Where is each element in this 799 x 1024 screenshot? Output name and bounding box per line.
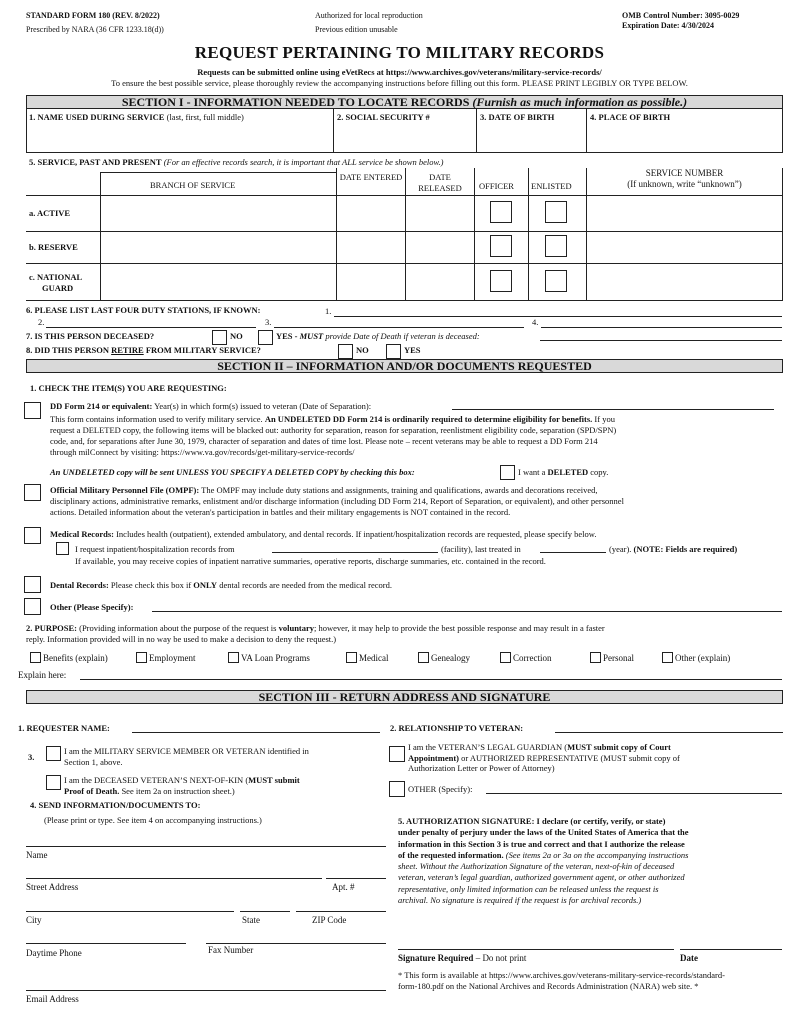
dd214-line5: through milConnect by visiting: https://www.va.gov/records/get-military-service-records/ [50, 447, 355, 457]
section-1-header: SECTION I - INFORMATION NEEDED TO LOCATE RECORDS (Furnish as much information as possible.) [26, 95, 783, 109]
year-field[interactable] [540, 552, 606, 553]
ompf-line1: Official Military Personnel File (OMPF): The OMPF may include duty stations and assignments, training and qualifications, awards and decorations received, [50, 485, 598, 495]
section-3-header: SECTION III - RETURN ADDRESS AND SIGNATURE [26, 690, 783, 704]
ompf-line3: actions. Detailed information about the veteran's participation in battles and their military engagements is NOT contained in the record. [50, 507, 511, 517]
retire-label: 8. DID THIS PERSON RETIRE FROM MILITARY SERVICE? [26, 345, 261, 355]
relationship-label: 2. RELATIONSHIP TO VETERAN: [390, 723, 524, 733]
state-field[interactable] [240, 911, 290, 912]
previous-edition-note: Previous edition unusable [315, 25, 398, 34]
form-header [0, 0, 799, 40]
pob-label: 4. PLACE OF BIRTH [590, 112, 671, 122]
online-note: Requests can be submitted online using eVetRecs at https://www.archives.gov/veterans/military-service-records/ [197, 67, 602, 77]
zip-field[interactable] [296, 911, 386, 912]
apt-field[interactable] [326, 878, 386, 879]
inpatient-checkbox[interactable] [56, 542, 69, 555]
dd214-line4: code, and, for separations after June 30, 1979, character of separation and dates of time lost. Please note – recent veterans may be able to request a DD Form 214 [50, 436, 598, 446]
street-field[interactable] [26, 878, 322, 879]
authorization-text: 5. AUTHORIZATION SIGNATURE: I declare (or certify, verify, or state) under penalty of perjury under the laws of the United States of America that the information in this Section 3 is true and correct and that I authorize the release of the requested information. (See items 2a or 3a on the accompanying instructions sheet. Without the Authorization Signature of the veteran, next-of-kin of deceased veteran, veteran’s legal guardian, authorized government agent, or other authorized representative, only limited information can be released unless the request is archival. No signature is required if the request is for archival records.) [398, 816, 689, 906]
requester-name-field[interactable] [132, 732, 380, 733]
dental-checkbox[interactable] [24, 576, 41, 593]
purpose-line1: 2. PURPOSE: (Providing information about the purpose of the request is voluntary; however, it may help to provide the best possible response and may result in a faster [26, 623, 605, 633]
explain-label: Explain here: [18, 670, 67, 680]
phone-field[interactable] [26, 943, 186, 944]
state-label: State [242, 915, 260, 925]
name-during-service-label: 1. NAME USED DURING SERVICE (last, first, full middle) [29, 112, 244, 122]
form-id: STANDARD FORM 180 (REV. 8/2022) [26, 11, 160, 20]
purpose-other[interactable]: Other (explain) [662, 652, 730, 664]
deleted-copy-label: I want a DELETED copy. [518, 467, 609, 477]
ssn-field[interactable] [336, 124, 474, 150]
dd214-line3: request a DELETED copy, the following items will be blacked out: authority for separation, reason for separation, reenlistment eligibility code, separation (SPD/SPN) [50, 425, 617, 435]
other-relationship-field[interactable] [486, 793, 782, 794]
fax-field[interactable] [206, 943, 386, 944]
send-to-note: (Please print or type. See item 4 on accompanying instructions.) [44, 815, 262, 825]
reserve-label: b. RESERVE [29, 242, 78, 252]
guard-label: GUARD [42, 283, 74, 293]
guardian-option: I am the VETERAN’S LEGAL GUARDIAN (MUST submit copy of Court Appointment) or AUTHORIZED REPRESENTATIVE (MUST submit copy of Authorization Letter or Power of Attorney) [408, 742, 680, 774]
deceased-no-label: NO [230, 331, 243, 341]
undeleted-note: An UNDELETED copy will be sent UNLESS YOU SPECIFY A DELETED COPY by checking this box: [50, 467, 415, 477]
ompf-checkbox[interactable] [24, 484, 41, 501]
name-during-service-field[interactable] [30, 124, 330, 150]
retire-no-checkbox[interactable] [338, 344, 353, 359]
purpose-va-loan[interactable]: VA Loan Programs [228, 652, 310, 664]
ompf-line2: disciplinary actions, administrative remarks, enlistment and/or discharge information (including DD Form 214, Report of Separation, or equivalent), and other personnel [50, 496, 624, 506]
retire-yes-label: YES [404, 345, 421, 355]
medical-note: If available, you may receive copies of inpatient narrative summaries, operative reports, discharge summaries, etc. contained in the record. [75, 556, 546, 566]
fax-label: Fax Number [208, 945, 254, 955]
purpose-employment[interactable]: Employment [136, 652, 196, 664]
signature-date-field[interactable] [680, 949, 782, 950]
date-entered-header: DATE ENTERED [339, 172, 403, 182]
section-2-header: SECTION II – INFORMATION AND/OR DOCUMENTS REQUESTED [26, 359, 783, 373]
form-title: REQUEST PERTAINING TO MILITARY RECORDS [194, 43, 605, 62]
dd214-checkbox[interactable] [24, 402, 41, 419]
omb-number: OMB Control Number: 3095-0029 [622, 11, 740, 20]
purpose-line2: reply. Information provided will in no way be used to make a decision to deny the request.) [26, 634, 337, 644]
other-label: Other (Please Specify): [50, 602, 134, 612]
guard-officer-checkbox[interactable] [490, 270, 512, 292]
dental-label: Dental Records: Please check this box if ONLY dental records are needed from the medical record. [50, 580, 392, 590]
header-left [26, 11, 164, 35]
duty-stations-label: 6. PLEASE LIST LAST FOUR DUTY STATIONS, IF KNOWN: [26, 305, 261, 315]
veteran-option: I am the MILITARY SERVICE MEMBER OR VETERAN identified in Section 1, above. [64, 746, 309, 767]
other-relationship-label: OTHER (Specify): [408, 784, 473, 794]
service-number-header: SERVICE NUMBER (If unknown, write “unknown”) [627, 168, 742, 190]
deceased-no-checkbox[interactable] [212, 330, 227, 345]
other-checkbox[interactable] [24, 598, 41, 615]
dob-field[interactable] [479, 124, 584, 150]
duty-station-2-field[interactable] [46, 327, 256, 328]
signature-field[interactable] [398, 949, 674, 950]
relationship-field[interactable] [555, 732, 783, 733]
header-right [622, 11, 739, 31]
zip-label: ZIP Code [312, 915, 347, 925]
authorized-note: Authorized for local reproduction [315, 11, 423, 20]
dd214-year-field[interactable] [452, 409, 774, 410]
purpose-benefits[interactable]: Benefits (explain) [30, 652, 108, 664]
item-3-num: 3. [28, 752, 35, 762]
other-relationship-checkbox[interactable] [389, 781, 405, 797]
other-specify-field[interactable] [152, 611, 782, 612]
guardian-checkbox[interactable] [389, 746, 405, 762]
medical-line1: Medical Records: Includes health (outpatient), extended ambulatory, and dental records. If inpatient/hospitalization records are requested, please specify below. [50, 529, 597, 539]
active-label: a. ACTIVE [29, 208, 71, 218]
email-label: Email Address [26, 994, 79, 1004]
last-treated-label: (facility), last treated in [441, 544, 521, 554]
branch-header: BRANCH OF SERVICE [150, 180, 236, 190]
date-of-death-field[interactable] [540, 340, 782, 341]
purpose-medical[interactable]: Medical [346, 652, 389, 664]
duty-station-4-field[interactable] [541, 327, 782, 328]
pob-field[interactable] [589, 124, 779, 150]
mail-name-field[interactable] [26, 846, 386, 847]
signature-label: Signature Required – Do not print [398, 953, 527, 963]
instructions-note: To ensure the best possible service, please thoroughly review the accompanying instructions before filling out this form. PLEASE PRINT LEGIBLY OR TYPE BELOW. [111, 78, 688, 88]
dob-label: 3. DATE OF BIRTH [480, 112, 555, 122]
street-label: Street Address [26, 882, 79, 892]
duty-station-2-num: 2. [38, 317, 45, 327]
dd214-line2: This form contains information used to verify military service. An UNDELETED DD Form 214 is ordinarily required to determine eligibility for benefits. If you [50, 414, 615, 424]
active-enlisted-checkbox[interactable] [545, 201, 567, 223]
phone-label: Daytime Phone [26, 948, 82, 958]
deleted-copy-checkbox[interactable] [500, 465, 515, 480]
duty-station-3-field[interactable] [274, 327, 524, 328]
header-center [315, 11, 423, 35]
reserve-officer-checkbox[interactable] [490, 235, 512, 257]
city-label: City [26, 915, 42, 925]
year-label: (year). (NOTE: Fields are required) [609, 544, 738, 554]
facility-field[interactable] [272, 552, 438, 553]
purpose-genealogy[interactable]: Genealogy [418, 652, 470, 664]
expiration-date: Expiration Date: 4/30/2024 [622, 21, 714, 30]
deceased-yes-label: YES - MUST provide Date of Death if veteran is deceased: [276, 331, 480, 341]
reserve-enlisted-checkbox[interactable] [545, 235, 567, 257]
inpatient-label: I request inpatient/hospitalization records from [75, 544, 235, 554]
duty-station-1-num: 1. [325, 306, 332, 316]
duty-station-3-num: 3. [265, 317, 272, 327]
date-label: Date [680, 953, 698, 963]
retire-yes-checkbox[interactable] [386, 344, 401, 359]
deceased-label: 7. IS THIS PERSON DECEASED? [26, 331, 155, 341]
send-to-label: 4. SEND INFORMATION/DOCUMENTS TO: [30, 800, 201, 810]
date-released-header: DATE RELEASED [418, 172, 462, 193]
next-of-kin-checkbox[interactable] [46, 775, 61, 790]
prescribed-by: Prescribed by NARA (36 CFR 1233.18(d)) [26, 25, 164, 34]
guard-enlisted-checkbox[interactable] [545, 270, 567, 292]
requester-name-label: 1. REQUESTER NAME: [18, 723, 110, 733]
retire-no-label: NO [356, 345, 369, 355]
mail-name-label: Name [26, 850, 48, 860]
email-field[interactable] [26, 990, 386, 991]
enlisted-header: ENLISTED [531, 181, 572, 191]
ssn-label: 2. SOCIAL SECURITY # [337, 112, 430, 122]
check-items-label: 1. CHECK THE ITEM(S) YOU ARE REQUESTING: [30, 383, 227, 393]
national-label: c. NATIONAL [29, 272, 83, 282]
next-of-kin-option: I am the DECEASED VETERAN’S NEXT-OF-KIN (MUST submit Proof of Death. See item 2a on instruction sheet.) [64, 775, 300, 796]
deceased-yes-checkbox[interactable] [258, 330, 273, 345]
officer-header: OFFICER [479, 181, 514, 191]
duty-station-1-field[interactable] [334, 316, 782, 317]
duty-station-4-num: 4. [532, 317, 539, 327]
service-label: 5. SERVICE, PAST AND PRESENT (For an effective records search, it is important that ALL service be shown below.) [29, 157, 444, 167]
explain-field[interactable] [80, 679, 782, 680]
city-field[interactable] [26, 911, 234, 912]
medical-checkbox[interactable] [24, 527, 41, 544]
purpose-personal[interactable]: Personal [590, 652, 634, 664]
apt-label: Apt. # [332, 882, 355, 892]
veteran-checkbox[interactable] [46, 746, 61, 761]
dd214-title: DD Form 214 or equivalent: Year(s) in which form(s) issued to veteran (Date of Separation): [50, 401, 372, 411]
purpose-correction[interactable]: Correction [500, 652, 552, 664]
active-officer-checkbox[interactable] [490, 201, 512, 223]
footer-note: * This form is available at https://www.archives.gov/veterans-military-service-records/standard- form-180.pdf on the National Archives and Records Administration (NARA) web site. * [398, 970, 725, 991]
